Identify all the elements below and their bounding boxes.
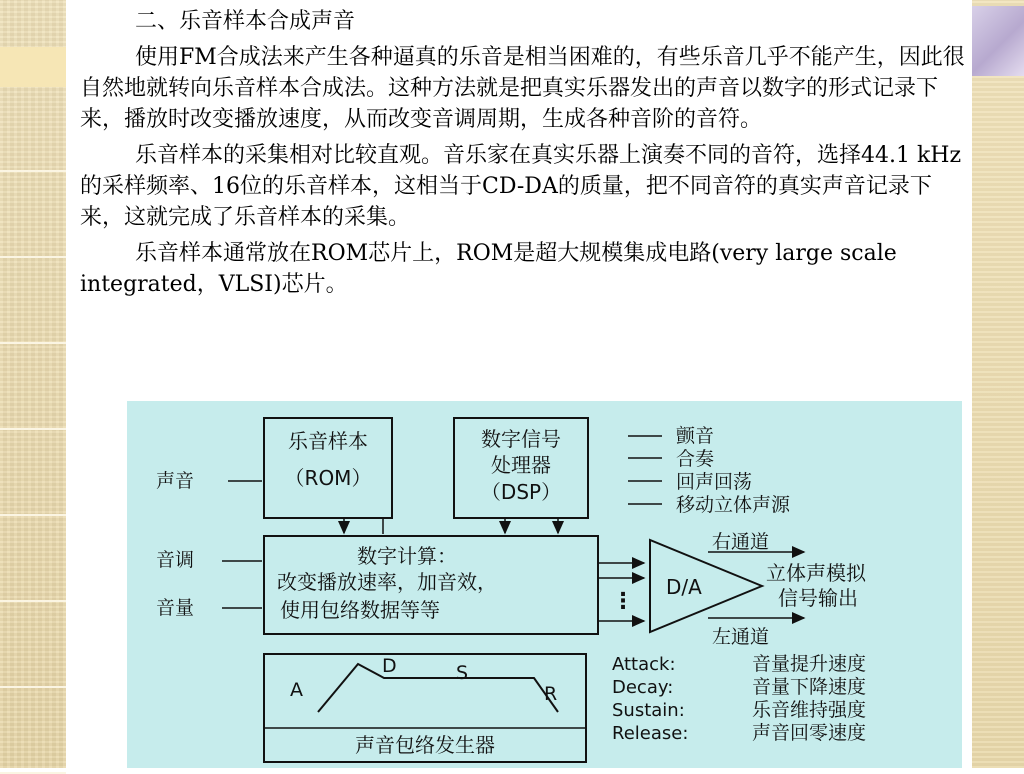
paragraph-fm: 使用FM合成法来产生各种逼真的乐音是相当困难的，有些乐音几乎不能产生，因此很自然地就转向乐音样本合成法。这种方法就是把真实乐器发出的声音以数字的形式记录下来，播放时改变播放速度，从而改变音调周期，生成各种音阶的音符。 (80, 45, 965, 132)
legend-decay-meaning: 音量下降速度 (752, 676, 867, 698)
input-sound-label: 声音 (156, 470, 195, 492)
left-channel-label: 左通道 (712, 626, 770, 648)
envelope-d-label: D (382, 655, 397, 677)
dsp-feature-moving-source: 移动立体声源 (676, 494, 791, 516)
dsp-box-line3: （DSP） (480, 480, 562, 504)
envelope-s-label: S (456, 662, 469, 684)
dsp-box-line2: 处理器 (491, 453, 551, 477)
input-pitch-label: 音调 (156, 549, 195, 571)
legend-attack-term: Attack: (612, 654, 676, 675)
da-label: D/A (666, 575, 702, 599)
adsr-envelope-curve (318, 664, 558, 712)
stereo-output-line2: 信号输出 (778, 586, 858, 610)
legend-release-term: Release: (612, 723, 689, 744)
legend-release-meaning: 声音回零速度 (752, 722, 867, 744)
bus-ellipsis: ⋮ (612, 589, 634, 614)
dsp-feature-vibrato: 颤音 (676, 425, 715, 447)
paragraph-sampling: 乐音样本的采集相对比较直观。音乐家在真实乐器上演奏不同的音符，选择44.1 kHz的采样频率、16位的乐音样本，这相当于CD-DA的质量，把不同音符的真实声音记录下来，这就完成了乐音样本的采集。 (80, 143, 962, 230)
input-volume-label: 音量 (156, 597, 195, 619)
legend-sustain-term: Sustain: (612, 700, 685, 721)
dsp-box-line1: 数字信号 (481, 427, 561, 451)
stereo-output-line1: 立体声模拟 (766, 561, 866, 585)
rom-box-line1: 乐音样本 (288, 429, 368, 453)
dsp-feature-ensemble: 合奏 (676, 448, 715, 470)
envelope-r-label: R (544, 683, 558, 705)
dsp-feature-echo: 回声回荡 (676, 471, 753, 493)
legend-sustain-meaning: 乐音维持强度 (752, 699, 867, 721)
rom-box-line2: （ROM） (284, 466, 372, 490)
legend-decay-term: Decay: (612, 677, 674, 698)
envelope-a-label: A (290, 679, 303, 701)
compute-box-line3: 使用包络数据等等 (280, 598, 440, 622)
right-channel-label: 右通道 (712, 531, 770, 553)
compute-box-line2: 改变播放速率，加音效， (277, 570, 497, 594)
compute-box-line1: 数字计算： (357, 544, 457, 568)
section-heading: 二、乐音样本合成声音 (135, 9, 356, 34)
legend-attack-meaning: 音量提升速度 (752, 653, 867, 675)
envelope-caption: 声音包络发生器 (355, 733, 495, 757)
paragraph-rom: 乐音样本通常放在ROM芯片上，ROM是超大规模集成电路(very large scale integrated，VLSI)芯片。 (80, 241, 897, 297)
